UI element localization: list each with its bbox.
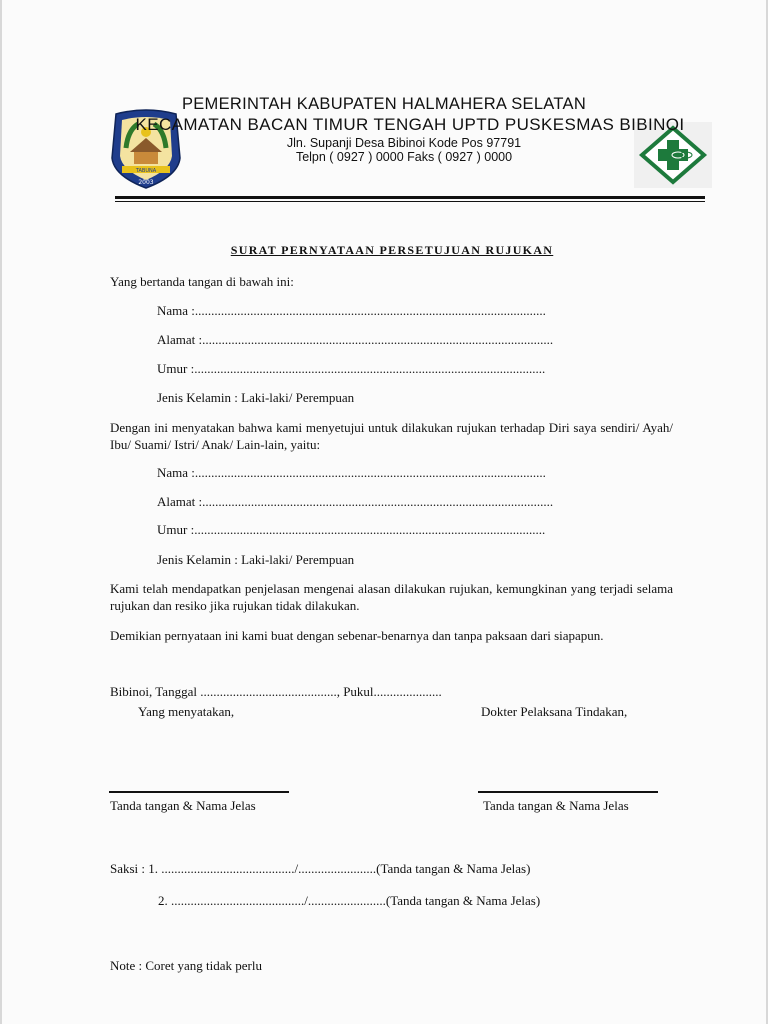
- explanation-paragraph: Kami telah mendapatkan penjelasan mengenai alasan dilakukan rujukan, kemungkinan yang terjadi selama rujukan dan resiko jika rujukan tidak dilakukan.: [110, 581, 673, 613]
- intro-text: Yang bertanda tangan di bawah ini:: [110, 274, 294, 289]
- doctor-signature-line: [478, 791, 658, 793]
- document-title: SURAT PERNYATAAN PERSETUJUAN RUJUKAN: [230, 243, 554, 257]
- letterhead-rule-thick: [115, 196, 705, 199]
- header-address: Jln. Supanji Desa Bibinoi Kode Pos 97791: [286, 136, 522, 150]
- patient-name-field: Nama :............................................................................................................: [157, 465, 546, 480]
- doctor-signature-caption: Tanda tangan & Nama Jelas: [483, 798, 629, 813]
- date-time-line: Bibinoi, Tanggal .........................................., Pukul.....................: [110, 684, 442, 699]
- patient-address-field: Alamat :............................................................................................................: [157, 494, 554, 509]
- patient-gender-field: Jenis Kelamin : Laki-laki/ Perempuan: [157, 552, 355, 567]
- consent-statement: Dengan ini menyatakan bahwa kami menyetujui untuk dilakukan rujukan terhadap Diri saya sendiri/ Ayah/ Ibu/ Suami/ Istri/ Anak/ Lain-lain, yaitu:: [110, 420, 673, 452]
- note-text: Note : Coret yang tidak perlu: [110, 958, 262, 973]
- signer-age-field: Umur :............................................................................................................: [157, 361, 546, 376]
- signer-gender-field: Jenis Kelamin : Laki-laki/ Perempuan: [157, 390, 355, 405]
- header-district: KECAMATAN BACAN TIMUR TENGAH UPTD PUSKESMAS BIBINOI: [135, 115, 685, 134]
- signer-label: Yang menyatakan,: [138, 704, 235, 719]
- signer-signature-caption: Tanda tangan & Nama Jelas: [110, 798, 256, 813]
- header-government: PEMERINTAH KABUPATEN HALMAHERA SELATAN: [181, 95, 587, 113]
- signer-address-field: Alamat :............................................................................................................: [157, 332, 554, 347]
- letterhead-rule-thin: [115, 201, 705, 202]
- logo-left-text: TABUNA: [135, 168, 157, 174]
- witness-line-1: Saksi : 1. ........................................./........................(Tanda tangan & Nama Jelas): [110, 861, 531, 876]
- witness-line-2: 2. ........................................./........................(Tanda tangan & Nama Jelas): [158, 893, 541, 908]
- signer-signature-line: [109, 791, 289, 793]
- patient-age-field: Umur :............................................................................................................: [157, 522, 546, 537]
- logo-left-year: 2003: [138, 179, 154, 186]
- signer-name-field: Nama :............................................................................................................: [157, 303, 546, 318]
- closing-paragraph: Demikian pernyataan ini kami buat dengan sebenar-benarnya dan tanpa paksaan dari siapapun.: [110, 628, 604, 643]
- header-phone: Telpn ( 0927 ) 0000 Faks ( 0927 ) 0000: [295, 150, 513, 164]
- doctor-label: Dokter Pelaksana Tindakan,: [481, 704, 628, 719]
